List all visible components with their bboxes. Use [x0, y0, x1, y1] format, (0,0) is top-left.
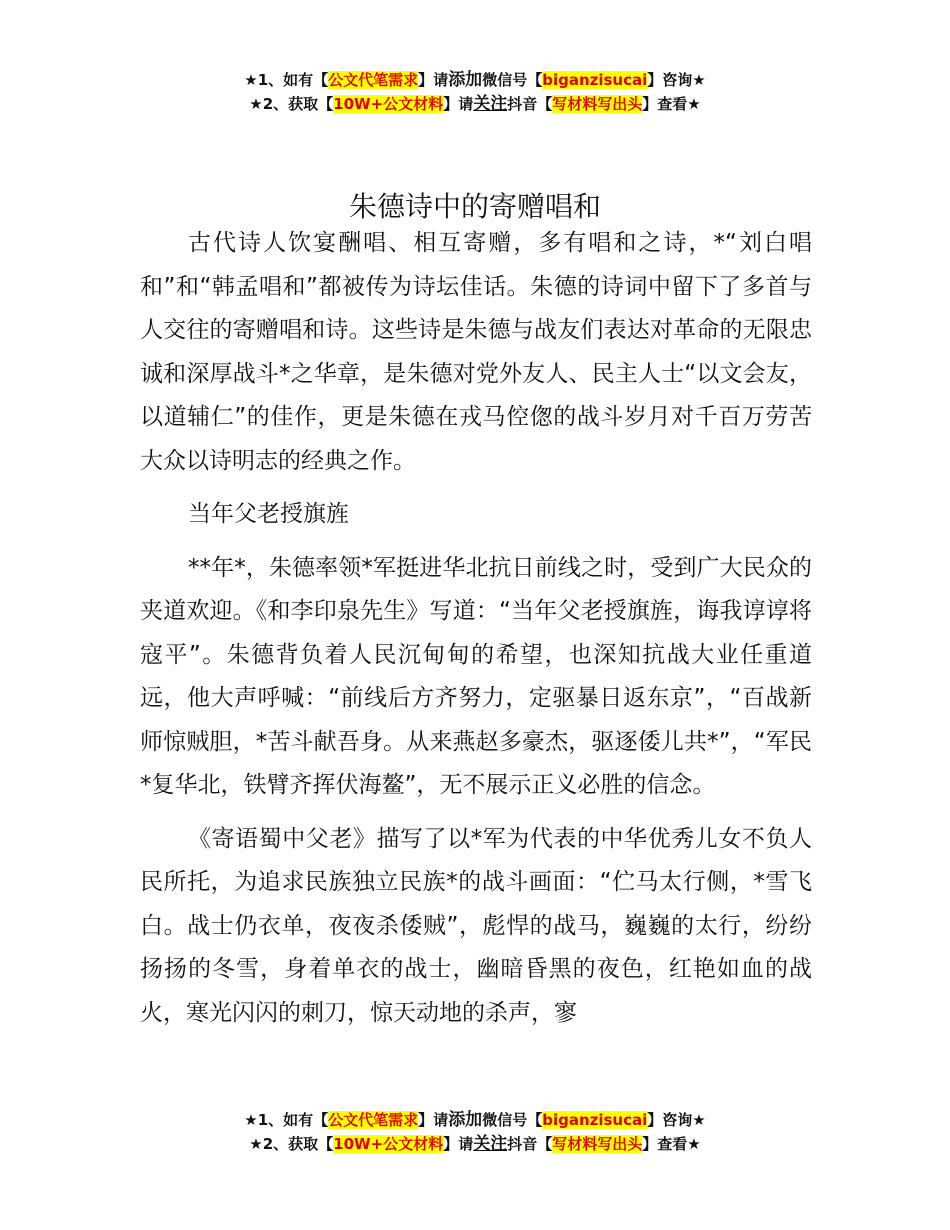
- banner-text: 】查看★: [642, 95, 701, 113]
- banner-douyin-id: 写材料写出头: [552, 1135, 643, 1153]
- banner-highlight: 10W+公文材料: [333, 1135, 444, 1153]
- paragraph: 古代诗人饮宴酬唱、相互寄赠，多有唱和之诗，*“刘白唱和”和“韩孟唱和”都被传为诗坛佳话。朱德的诗词中留下了多首与人交往的寄赠唱和诗。这些诗是朱德与战友们表达对革命的无限忠诚和深厚战斗*之华章，是朱德对党外友人、民主人士“以文会友，以道辅仁”的佳作，更是朱德在戎马倥偬的战斗岁月对千百万劳苦大众以诗明志的经典之作。: [140, 230, 812, 474]
- banner-douyin-id: 写材料写出头: [552, 95, 643, 113]
- banner-text: 抖音【: [507, 95, 553, 113]
- banner-text: 】请: [418, 71, 449, 89]
- banner-text: 】请: [443, 1135, 474, 1153]
- document-title: 朱德诗中的寄赠唱和: [348, 189, 601, 223]
- banner-line-1: [0, 1108, 950, 1132]
- banner-highlight: 公文代笔需求: [328, 71, 419, 89]
- banner-text: 】咨询★: [647, 71, 706, 89]
- header-banner: [0, 68, 950, 116]
- banner-text: 】请: [418, 1111, 449, 1129]
- document-body: [140, 222, 812, 1045]
- banner-emphasis: 添加: [448, 1110, 483, 1130]
- paragraph: 《寄语蜀中父老》描写了以*军为代表的中华优秀儿女不负人民所托，为追求民族独立民族*的战斗画面：“伫马太行侧，*雪飞白。战士仍衣单，夜夜杀倭贼”，彪悍的战马，巍巍的太行，纷纷扬扬的冬雪，身着单衣的战士，幽暗昏黑的夜色，红艳如血的战火，寒光闪闪的刺刀，惊天动地的杀声，寥: [140, 825, 812, 1026]
- banner-line-2: [0, 1132, 950, 1156]
- banner-line-2: [0, 92, 950, 116]
- paragraph: **年*，朱德率领*军挺进华北抗日前线之时，受到广大民众的夹道欢迎。《和李印泉先生》写道：“当年父老授旗旌，诲我谆谆将寇平”。朱德背负着人民沉甸甸的希望，也深知抗战大业任重道远，他大声呼喊：“前线后方齐努力，定驱暴日返东京”，“百战新师惊贼胆，*苦斗献吾身。从来燕赵多豪杰，驱逐倭儿共*”，“军民*复华北，铁臂齐挥伏海鳌”，无不展示正义必胜的信念。: [140, 554, 812, 798]
- banner-text: ★2、获取【: [249, 1135, 334, 1153]
- banner-text: ★1、如有【: [244, 71, 329, 89]
- banner-text: 】查看★: [642, 1135, 701, 1153]
- banner-text: 微信号【: [482, 1111, 543, 1129]
- banner-emphasis: 关注: [473, 1134, 508, 1154]
- banner-emphasis: 添加: [448, 70, 483, 90]
- banner-emphasis: 关注: [473, 94, 508, 114]
- banner-text: 抖音【: [507, 1135, 553, 1153]
- section-heading: 当年父老授旗旌: [188, 501, 349, 527]
- banner-text: 】咨询★: [647, 1111, 706, 1129]
- banner-wechat-id: biganzisucai: [542, 1111, 648, 1129]
- banner-text: ★1、如有【: [244, 1111, 329, 1129]
- banner-text: 微信号【: [482, 71, 543, 89]
- footer-banner: [0, 1108, 950, 1156]
- banner-text: ★2、获取【: [249, 95, 334, 113]
- banner-line-1: [0, 68, 950, 92]
- banner-highlight: 公文代笔需求: [328, 1111, 419, 1129]
- banner-text: 】请: [443, 95, 474, 113]
- banner-highlight: 10W+公文材料: [333, 95, 444, 113]
- banner-wechat-id: biganzisucai: [542, 71, 648, 89]
